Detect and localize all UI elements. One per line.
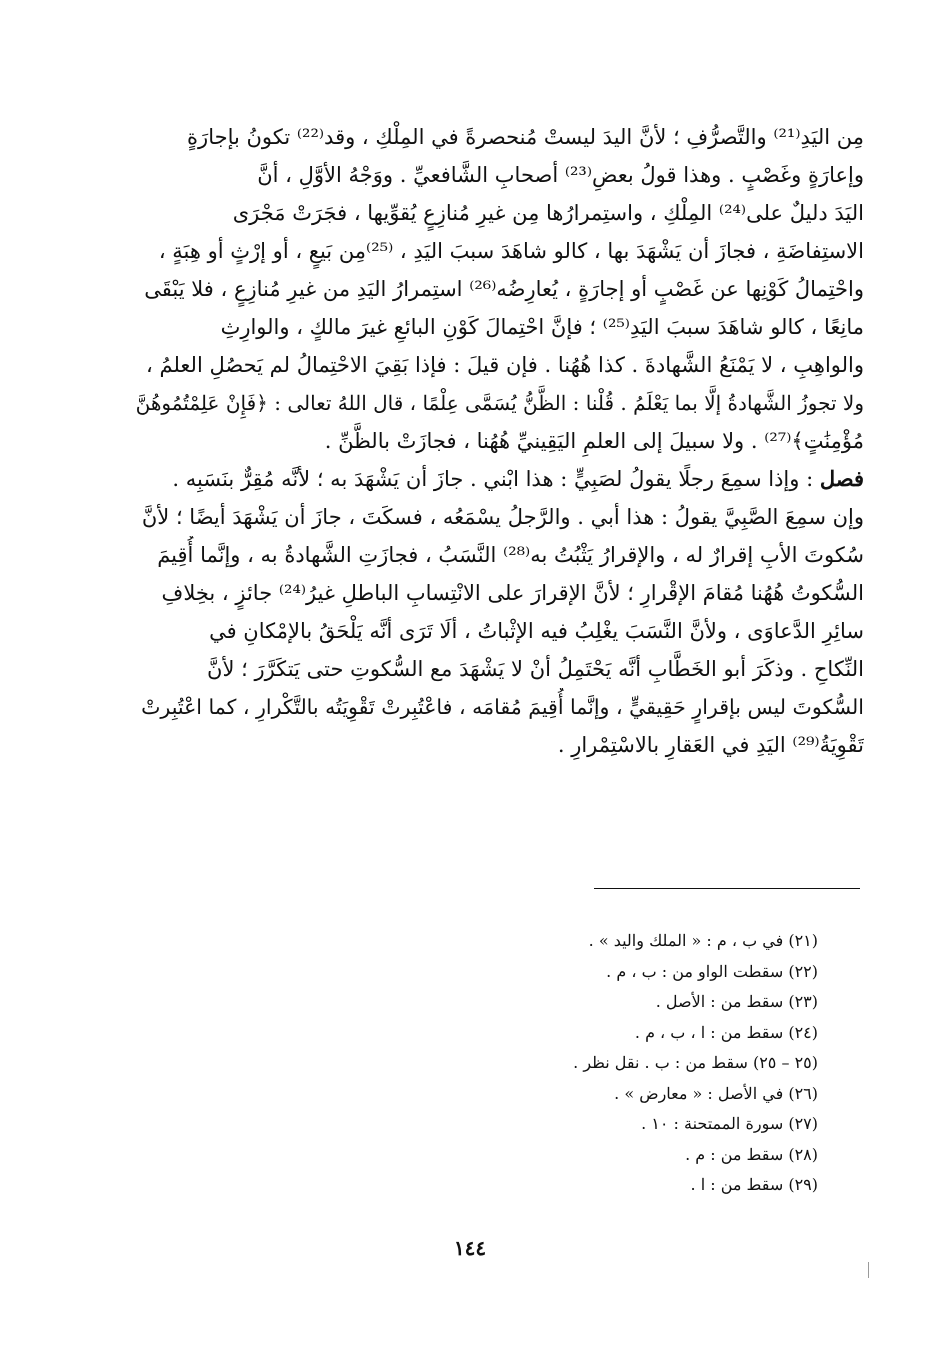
fasl-first-line xyxy=(134,460,864,498)
text-line: ولا تجوزُ الشَّهادةُ إلَّا بما يَعْلَمُ . قُلْنا : الظَّنُّ يُسَمَّى عِلْمًا ، قال اللهُ تعالى : ﴿فَإِنْ عَلِمْتُمُوهُنَّ xyxy=(135,391,864,415)
text-line: السُّكوتُ هُهُنا مُقامَ الإقْرارِ ؛ لأنَّ الإقرارَ على الانْتِسابِ الباطلِ غيرُ⁽²⁴⁾ جائزٍ ، بخِلافِ xyxy=(161,581,864,605)
main-text-block xyxy=(134,118,864,764)
text-line: وإعارَةٍ وغَصْبٍ . وهذا قولُ بعضِ⁽²³⁾ أصحابِ الشَّافعيِّ . ووَجْهُ الأوَّلِ ، أنَّ xyxy=(257,163,864,187)
footnote: (٢٩) سقط من : ا . xyxy=(690,1175,818,1194)
fasl-first-line-text: : وإذا سمِعَ رجلًا يقولُ لصَبِيٍّ : هذا ابْني . جازَ أن يَشْهَدَ به ؛ لأنَّه مُقِرٌّ بنَسَبِه . xyxy=(172,467,814,491)
footnote: (٢٦) في الأصل : « معارض » . xyxy=(614,1083,818,1103)
text-line: السُّكوتَ ليس بإقرارٍ حَقِيقيٍّ ، وإنَّما أُقِيمَ مُقامَه ، فاعْتُبِرتْ تَقْوِيَتُه بالتَّكْرارِ ، كما اعْتُبِرتْ xyxy=(141,695,864,719)
text-line: سائِرِ الدَّعاوَى ، ولأنَّ النَّسَبَ يغْلِبُ فيه الإثْباتُ ، ألَا تَرَى أنَّه يَلْحَقُ بالإمْكانِ في xyxy=(209,619,864,643)
text-line: اليَدَ دليلٌ على⁽²⁴⁾ المِلْكِ ، واستِمرارُها مِن غيرِ مُنازِعٍ يُقوِّيها ، فجَرَتْ مَجْرَى xyxy=(232,201,864,225)
text-line: تَقْوِيَةُ⁽²⁹⁾ اليَدِ في العَقارِ بالاسْتِمْرارِ . xyxy=(557,733,864,757)
text-line: وإن سمِعَ الصَّبِيَّ يقولُ : هذا أبي . والرَّجلُ يسْمَعُه ، فسكَتَ ، جازَ أن يَشْهَدَ أيضًا ؛ لأنَّ xyxy=(141,505,864,529)
footnote: (٢٢) سقطت الواو من : ب ، م . xyxy=(606,961,818,981)
footnote: (٢٥ – ٢٥) سقط من : ب . نقل نظر . xyxy=(573,1053,818,1072)
footnote-divider xyxy=(594,888,860,889)
footnote: (٢٣) سقط من : الأصل . xyxy=(655,992,818,1011)
footnote: (٢١) في ب ، م : « الملك واليد » . xyxy=(588,931,818,950)
text-line: مانِعًا ، كالو شاهَدَ سببَ اليَدِ⁽²⁵⁾ ؛ فإنَّ احْتِمالَ كَوْنِ البائعِ غيرَ مالكٍ ، والوارِثِ xyxy=(220,315,864,339)
text-line: الاستِفاضَةِ ، فجازَ أن يَشْهَدَ بها ، كالو شاهَدَ سببَ اليَدِ ، ⁽²⁵⁾مِن بَيعٍ ، أو إرْثٍ أو هِبَةٍ ، xyxy=(158,239,864,263)
footnote: (٢٤) سقط من : ا ، ب ، م . xyxy=(634,1022,818,1042)
scan-artifact-mark xyxy=(868,1262,869,1278)
footnote: (٢٧) سورة الممتحنة : ١٠ . xyxy=(641,1114,818,1133)
page-number: ١٤٤ xyxy=(453,1236,487,1260)
text-line: مِن اليَدِ⁽²¹⁾ والتَّصرُّفِ ؛ لأنَّ اليدَ ليستْ مُنحصرةً في المِلْكِ ، وقد⁽²²⁾ تكونُ بإجارَةٍ xyxy=(187,125,864,149)
footnotes-block xyxy=(400,926,870,1201)
text-line: النِّكاحِ . وذكَرَ أبو الخَطَّابِ أنَّه يَحْتَمِلُ أنْ لا يَشْهَدَ مع السُّكوتِ حتى يَتكَرَّرَ ؛ لأنَّ xyxy=(207,657,864,681)
text-line: مُؤْمِنَٰتٍ﴾⁽²⁷⁾ . ولا سبيلَ إلى العلمِ اليَقِينيِّ هُهُنا ، فجازَتْ بالظَّنِّ . xyxy=(324,429,864,453)
text-line: والواهِبِ ، لا يَمْنَعُ الشَّهادةَ . كذا هُهُنا . فإن قيلَ : فإذا بَقِيَ الاحْتِمالُ لم يَحصُلِ العلمُ ، xyxy=(146,353,864,377)
section-label-fasl: فصل xyxy=(819,466,864,491)
footnote: (٢٨) سقط من : م . xyxy=(685,1144,818,1164)
text-line: واحْتِمالُ كَوْنِها عن غَصْبٍ أو إجارَةٍ ، يُعارِضُه⁽²⁶⁾ استِمرارُ اليَدِ من غيرِ مُنازِعٍ ، فلا يَبْقَى xyxy=(144,277,864,301)
text-line: سُكوتَ الأبِ إقرارٌ له ، والإقرارُ يَثْبُتُ به⁽²⁸⁾ النَّسَبُ ، فجازَتِ الشَّهادةُ به ، وإنَّما أُقِيمَ xyxy=(157,543,864,567)
